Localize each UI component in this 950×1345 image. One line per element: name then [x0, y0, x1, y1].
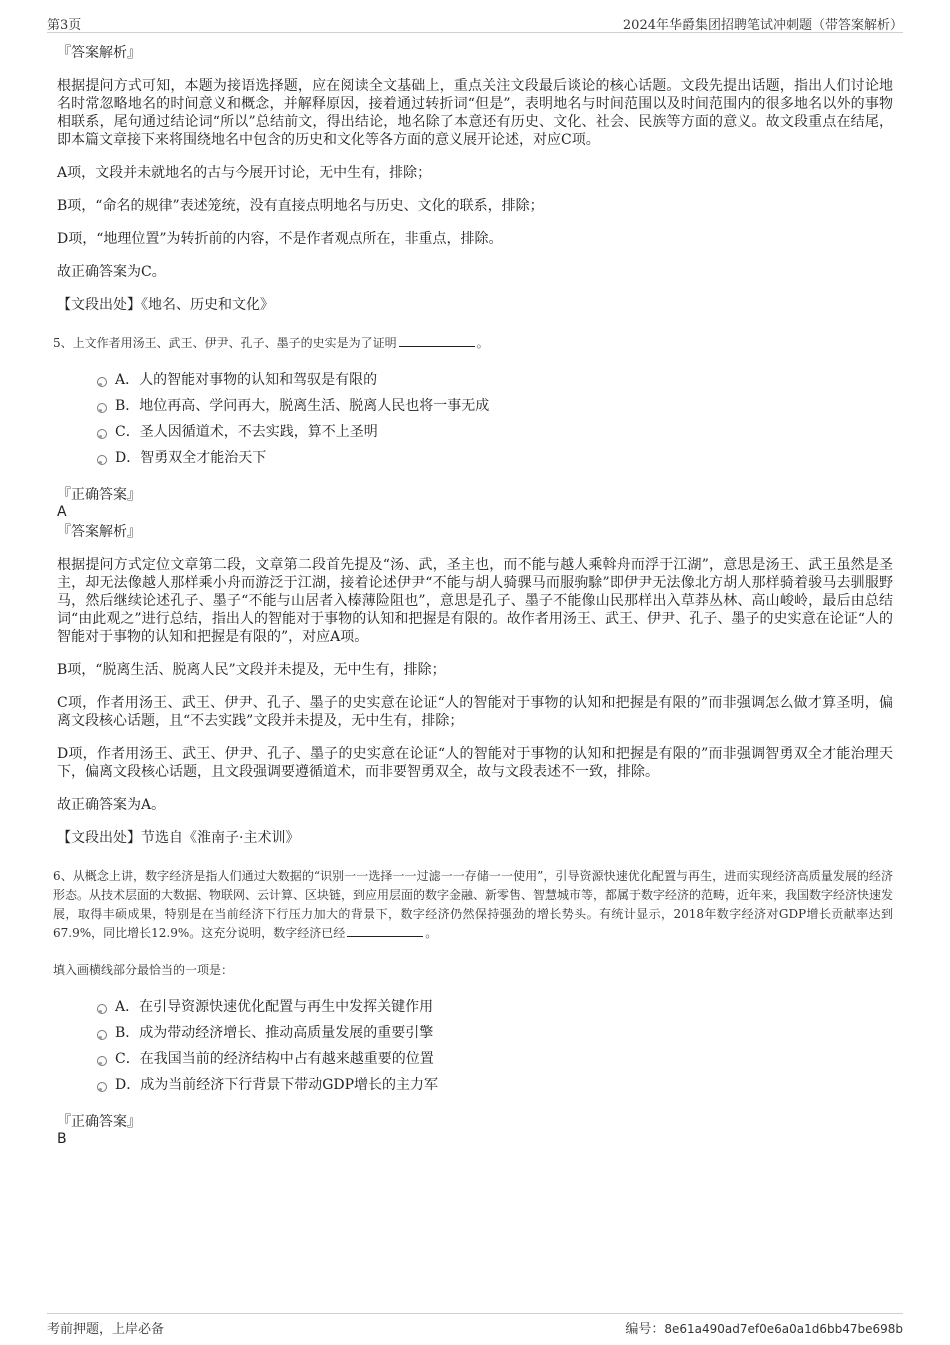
radio-icon[interactable] — [97, 403, 107, 413]
q6-stem-end: 。 — [425, 926, 438, 940]
q6-stem-text: 6、从概念上讲，数字经济是指人们通过大数据的“识别一一选择一一过滤一一存储一一使用”，引导资源快速优化配置与再生，进而实现经济高质量发展的经济形态。从技术层面的大数据、物联网、云计算、区块链，到应用层面的数字金融、新零售、智慧城市等，都属于数字经济的范畴，近年来，我国数字经济快速发展，取得丰硕成果，特别是在当前经济下行压力加大的背景下，数字经济仍然保持强劲的增长势头。有统计显示，2018年数字经济对GDP增长贡献率达到67.9%，同比增长12.9%。这充分说明，数字经济已经 — [53, 869, 894, 940]
q5-option-c[interactable] — [97, 423, 893, 449]
q5-option-a-label: A．人的智能对事物的认知和驾驭是有限的 — [115, 372, 378, 388]
document-title: 2024年华爵集团招聘笔试冲刺题（带答案解析） — [622, 18, 903, 33]
footer-code-label: 编号： — [625, 1322, 665, 1337]
q5-option-d[interactable] — [97, 449, 893, 475]
q6-answer: B — [57, 1131, 67, 1147]
radio-icon[interactable] — [97, 429, 107, 439]
q5-answer-label: 『正确答案』 — [57, 487, 141, 503]
q4-analysis-label: 『答案解析』 — [57, 45, 141, 61]
q6-option-a[interactable] — [97, 998, 893, 1024]
q5-exclusion-c: C项，作者用汤王、武王、伊尹、孔子、墨子的史实意在论证“人的智能对于事物的认知和把握是有限的”而非强调怎么做才算圣明，偏离文段核心话题，且“不去实践”文段并未提及，无中生有，排除； — [57, 695, 893, 729]
q5-stem — [53, 334, 893, 353]
q5-option-b[interactable] — [97, 397, 893, 423]
q5-answer: A — [57, 504, 67, 520]
q5-source: 【文段出处】节选自《淮南子·主术训》 — [57, 830, 300, 846]
radio-icon[interactable] — [97, 455, 107, 465]
page-footer — [47, 1313, 903, 1338]
q5-option-a[interactable] — [97, 371, 893, 397]
q6-options — [97, 998, 893, 1102]
q5-stem-end: 。 — [476, 336, 489, 350]
q6-option-c-label: C．在我国当前的经济结构中占有越来越重要的位置 — [115, 1051, 434, 1067]
q6-section — [53, 867, 894, 1148]
q6-answer-label: 『正确答案』 — [57, 1114, 141, 1130]
q5-analysis: 根据提问方式定位文章第二段，文章第二段首先提及“汤、武，圣主也，而不能与越人乘斡舟而浮于江湖”，意思是汤王、武王虽然是圣主，却无法像越人那样乘小舟而游泛于江湖，接着论述伊尹“不能与胡人骑骒马而服驹駼”即伊尹无法像北方胡人那样骑着骏马去驯服野马，然后继续论述孔子、墨子“不能与山居者入榛薄险阻也”，意思是孔子、墨子不能像山民那样出入草莽丛林、高山峻岭，最后由总结词“由此观之”进行总结，指出人的智能对于事物的认知和把握是有限的。故作者用汤王、武王、伊尹、孔子、墨子的史实意在论证“人的智能对于事物的认知和把握是有限的”，对应A项。 — [57, 557, 893, 645]
q6-stem — [53, 867, 893, 943]
q4-section — [57, 44, 893, 314]
q5-exclusion-b: B项，“脱离生活、脱离人民”文段并未提及，无中生有，排除； — [57, 662, 446, 678]
q4-exclusion-a: A项，文段并未就地名的古与今展开讨论，无中生有，排除； — [57, 165, 432, 181]
q6-answer-blank — [347, 925, 423, 937]
q5-option-c-label: C．圣人因循道术，不去实践，算不上圣明 — [115, 424, 378, 440]
radio-icon[interactable] — [97, 1082, 107, 1092]
q4-exclusion-b: B项，“命名的规律”表述笼统，没有直接点明地名与历史、文化的联系，排除； — [57, 198, 544, 214]
q6-option-a-label: A．在引导资源快速优化配置与再生中发挥关键作用 — [115, 999, 434, 1015]
q5-option-d-label: D．智勇双全才能治天下 — [115, 450, 267, 466]
q6-option-c[interactable] — [97, 1050, 893, 1076]
radio-icon[interactable] — [97, 1030, 107, 1040]
q5-conclusion: 故正确答案为A。 — [57, 797, 166, 813]
page-header — [47, 12, 903, 33]
footer-code-value: 8e61a490ad7ef0e6a0a1d6bb47be698b — [664, 1322, 903, 1336]
q5-stem-text: 5、上文作者用汤王、武王、伊尹、孔子、墨子的史实是为了证明 — [53, 336, 397, 350]
q4-analysis: 根据提问方式可知，本题为接语选择题，应在阅读全文基础上，重点关注文段最后谈论的核心话题。文段先提出话题，指出人们讨论地名时常忽略地名的时间意义和概念，并解释原因，接着通过转折词“但是”，表明地名与时间范围以及时间范围内的很多地名以外的事物相联系，尾句通过结论词“所以”总结前文，得出结论，地名除了本意还有历史、文化、社会、民族等方面的意义。故文段重点在结尾，即本篇文章接下来将围绕地名中包含的历史和文化等各方面的意义展开论述，对应C项。 — [57, 78, 893, 148]
q6-option-d[interactable] — [97, 1076, 893, 1102]
q5-analysis-label: 『答案解析』 — [57, 524, 141, 540]
q5-option-b-label: B．地位再高、学问再大，脱离生活、脱离人民也将一事无成 — [115, 398, 490, 414]
radio-icon[interactable] — [97, 377, 107, 387]
q4-conclusion: 故正确答案为C。 — [57, 264, 166, 280]
q6-option-d-label: D．成为当前经济下行背景下带动GDP增长的主力军 — [115, 1077, 439, 1093]
q4-source: 【文段出处】《地名、历史和文化》 — [57, 297, 274, 313]
q5-section — [53, 334, 893, 847]
q6-option-b[interactable] — [97, 1024, 893, 1050]
q6-instruction: 填入画横线部分最恰当的一项是： — [53, 963, 234, 977]
radio-icon[interactable] — [97, 1056, 107, 1066]
q5-options — [97, 371, 893, 475]
q5-answer-blank — [399, 335, 475, 347]
footer-slogan: 考前押题，上岸必备 — [47, 1322, 165, 1337]
radio-icon[interactable] — [97, 1004, 107, 1014]
q5-exclusion-d: D项，作者用汤王、武王、伊尹、孔子、墨子的史实意在论证“人的智能对于事物的认知和把握是有限的”而非强调智勇双全才能治理天下，偏离文段核心话题，且文段强调要遵循道术，而非要智勇双全，故与文段表述不一致，排除。 — [57, 746, 893, 780]
q4-exclusion-d: D项，“地理位置”为转折前的内容，不是作者观点所在，非重点，排除。 — [57, 231, 503, 247]
q6-option-b-label: B．成为带动经济增长、推动高质量发展的重要引擎 — [115, 1025, 434, 1041]
footer-code — [625, 1318, 903, 1337]
page-content — [53, 44, 894, 1150]
page-number: 第3页 — [47, 18, 82, 33]
